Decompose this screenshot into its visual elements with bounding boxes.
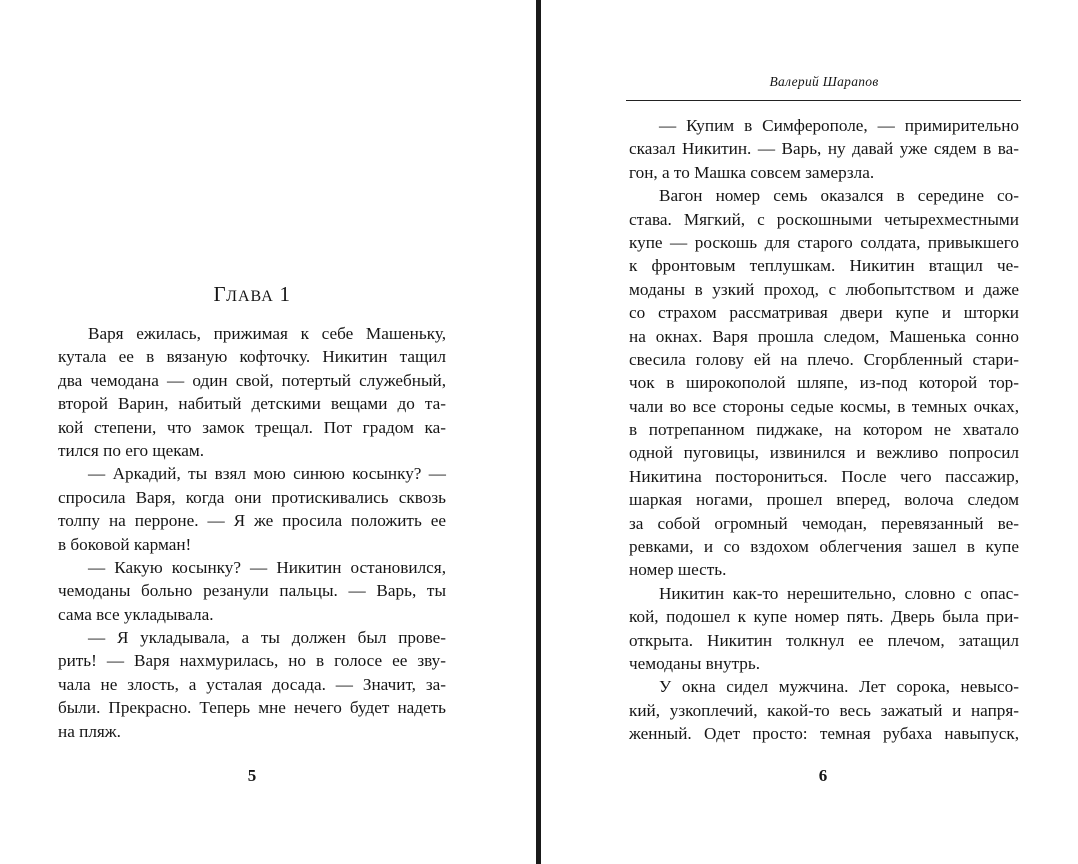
text-line: одной пуговицы, извинился и вежливо попросил [629,443,1019,463]
text-line: были. Прекрасно. Теперь мне нечего будет надеть [58,698,446,718]
text-line: сказал Никитин. — Варь, ну давай уже сядем в ва- [629,139,1019,159]
text-line: Никитина посторониться. После чего пассажир, [629,466,1019,486]
text-line: со страхом рассматривая двери купе и шторки [629,303,1019,323]
text-line: чок в широкополой шляпе, из-под которой тор- [629,373,1019,393]
text-line: кой, подошел к купе номер пять. Дверь была при- [629,607,1019,627]
text-line: за собой огромный чемодан, перевязанный ве- [629,513,1019,533]
text-line: Вагон номер семь оказался в середине со- [659,186,1019,206]
text-line: на пляж. [58,721,121,741]
text-line: — Какую косынку? — Никитин остановился, [88,557,446,577]
text-line: гон, а то Машка совсем замерзла. [629,162,875,182]
text-line: кой степени, что замок трещал. Пот градом ка- [58,417,446,437]
text-line: толпу на перроне. — Я же просила положить ее [58,511,446,531]
text-line: номер шесть. [629,560,727,580]
running-head: Валерий Шарапов [769,74,879,89]
text-line: — Я укладывала, а ты должен был прове- [88,628,446,648]
header-rule [626,100,1021,101]
text-line: к фронтовым теплушкам. Никитин втащил че- [629,256,1019,276]
left-page-body-text [58,322,446,743]
left-page [0,0,536,864]
text-line: — Аркадий, ты взял мою синюю косынку? — [88,464,446,484]
text-line: — Купим в Симферополе, — примирительно [659,116,1019,135]
text-line: кутала ее в вязаную кофточку. Никитин тащил [58,347,446,367]
text-line: женный. Одет просто: темная рубаха навыпуск, [629,724,1019,744]
page-number: 6 [818,766,828,785]
text-line: кий, узкоплечий, какой-то весь зажатый и напря- [629,700,1019,720]
text-line: рить! — Варя нахмурилась, но в голосе ее зву- [58,651,446,671]
text-line: в потрепанном пиджаке, на котором не хватало [629,420,1019,440]
text-line: чемоданы больно резанули пальцы. — Варь, ты [58,581,446,601]
text-line: става. Мягкий, с роскошными четырехместными [629,209,1019,229]
text-line: в боковой карман! [58,534,192,554]
text-line: моданы в узкий проход, с любопытством и даже [629,279,1019,299]
text-line: чали во все стороны седые космы, в темных очках, [629,396,1019,416]
text-line: спросила Варя, когда они протискивались сквозь [58,487,446,507]
text-line: шаркая ногами, прошел вперед, волоча следом [629,490,1019,510]
chapter-title: ГЛАВА 1 [213,282,291,306]
text-line: ревками, и со вздохом облегчения зашел в купе [629,537,1019,557]
right-page-body-text [629,114,1019,746]
text-line: на окнах. Варя прошла следом, Машенька сонно [629,326,1019,346]
text-line: тился по его щекам. [58,440,205,460]
text-line: купе — роскошь для старого солдата, привыкшего [629,232,1019,252]
text-line: У окна сидел мужчина. Лет сорока, невысо- [659,677,1019,697]
text-line: два чемодана — один свой, потертый служебный, [58,370,446,390]
page-number: 5 [247,766,257,785]
text-line: чемоданы внутрь. [629,653,761,673]
text-line: сама все укладывала. [58,604,214,624]
text-line: второй Варин, набитый детскими вещами до та- [58,394,446,414]
text-line: Варя ежилась, прижимая к себе Машеньку, [88,324,446,343]
text-line: чала не злость, а усталая досада. — Значит, за- [58,674,446,694]
text-line: открыта. Никитин толкнул ее плечом, затащил [629,630,1019,650]
text-line: Никитин как-то нерешительно, словно с опас- [659,583,1019,603]
text-line: свесила голову ей на плечо. Сгорбленный стари- [629,349,1019,369]
right-page [541,0,1078,864]
